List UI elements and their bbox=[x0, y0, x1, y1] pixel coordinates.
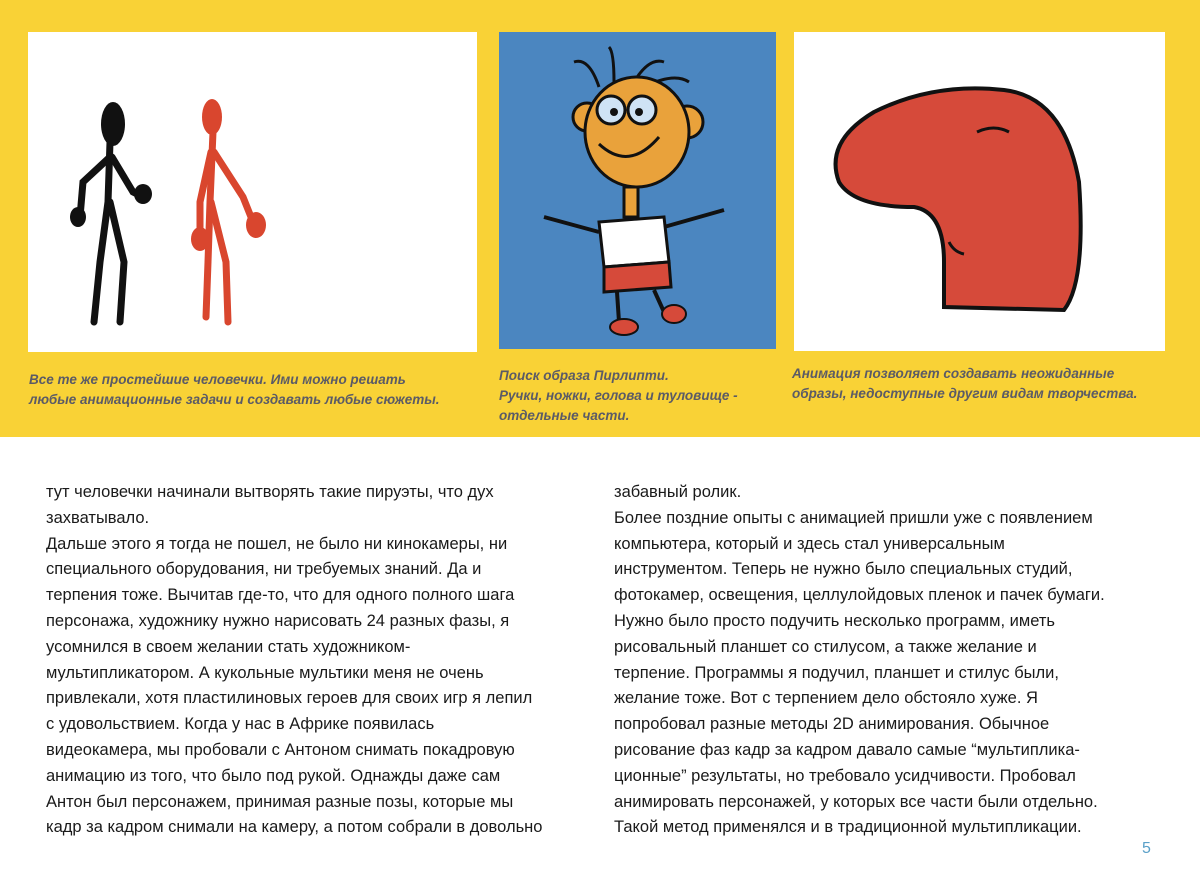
text-line: захватывало. bbox=[46, 508, 150, 527]
text-line: ционные” результаты, но требовало усидчивости. Пробовал bbox=[614, 766, 1076, 785]
text-line: Дальше этого я тогда не пошел, не было ни кинокамеры, ни bbox=[46, 534, 508, 553]
caption-stick-figures bbox=[29, 370, 440, 410]
text-line: Более поздние опыты с анимацией пришли уже с появлением bbox=[614, 508, 1093, 527]
text-line: привлекали, хотя пластилиновых героев для своих игр я лепил bbox=[46, 689, 533, 708]
text-line: кадр за кадром снимали на камеру, а потом собрали в довольно bbox=[46, 818, 543, 837]
text-line: терпения тоже. Вычитав где-то, что для одного полного шага bbox=[46, 586, 515, 605]
caption-line: Поиск образа Пирлипти. bbox=[499, 368, 669, 383]
text-line: анимацию из того, что было под рукой. Однажды даже сам bbox=[46, 766, 501, 785]
text-line: персонажа, художнику нужно нарисовать 24 разных фазы, я bbox=[46, 611, 510, 630]
text-line: с удовольствием. Когда у нас в Африке появилась bbox=[46, 715, 435, 734]
text-line: специального оборудования, ни требуемых знаний. Да и bbox=[46, 560, 482, 579]
stick-figures-image bbox=[28, 32, 477, 352]
text-line: желание тоже. Вот с терпением дело обстояло хуже. Я bbox=[614, 689, 1038, 708]
text-line: фотокамер, освещения, целлулойдовых пленок и пачек бумаги. bbox=[614, 586, 1105, 605]
caption-pirlipti bbox=[499, 366, 738, 426]
text-line: компьютера, который и здесь стал универсальным bbox=[614, 534, 1005, 553]
text-line: Антон был персонажем, принимая разные позы, которые мы bbox=[46, 792, 514, 811]
caption-line: Анимация позволяет создавать неожиданные bbox=[792, 366, 1115, 381]
page-number: 5 bbox=[1142, 840, 1151, 857]
text-line: мультипликатором. А кукольные мультики меня не очень bbox=[46, 663, 484, 682]
caption-line: отдельные части. bbox=[499, 408, 630, 423]
pirlipti-character-image bbox=[499, 32, 776, 349]
text-line: забавный ролик. bbox=[614, 483, 742, 501]
caption-line: любые анимационные задачи и создавать любые сюжеты. bbox=[29, 392, 440, 407]
text-line: видеокамера, мы пробовали с Антоном снимать покадровую bbox=[46, 740, 515, 759]
text-line: рисование фаз кадр за кадром давало самые “мультиплика- bbox=[614, 740, 1080, 759]
text-line: терпение. Программы я подучил, планшет и стилус были, bbox=[614, 663, 1059, 682]
text-line: Нужно было просто подучить несколько программ, иметь bbox=[614, 611, 1055, 630]
red-nose-head-image bbox=[794, 32, 1165, 351]
text-line: анимировать персонажей, у которых все части были отдельно. bbox=[614, 792, 1098, 811]
caption-line: Ручки, ножки, голова и туловище - bbox=[499, 388, 738, 403]
caption-red-head bbox=[792, 364, 1137, 404]
text-line: рисовальный планшет со стилусом, а также желание и bbox=[614, 637, 1037, 656]
body-text-right-column bbox=[614, 480, 1105, 841]
text-line: инструментом. Теперь не нужно было специальных студий, bbox=[614, 560, 1073, 579]
caption-line: Все те же простейшие человечки. Ими можно решать bbox=[29, 372, 406, 387]
text-line: тут человечки начинали вытворять такие пируэты, что дух bbox=[46, 483, 494, 501]
text-line: Такой метод применялся и в традиционной мультипликации. bbox=[614, 818, 1082, 837]
text-line: усомнился в своем желании стать художником- bbox=[46, 637, 411, 656]
body-text-left-column bbox=[46, 480, 542, 841]
text-line: попробовал разные методы 2D анимирования. Обычное bbox=[614, 715, 1050, 734]
caption-line: образы, недоступные другим видам творчества. bbox=[792, 386, 1138, 401]
